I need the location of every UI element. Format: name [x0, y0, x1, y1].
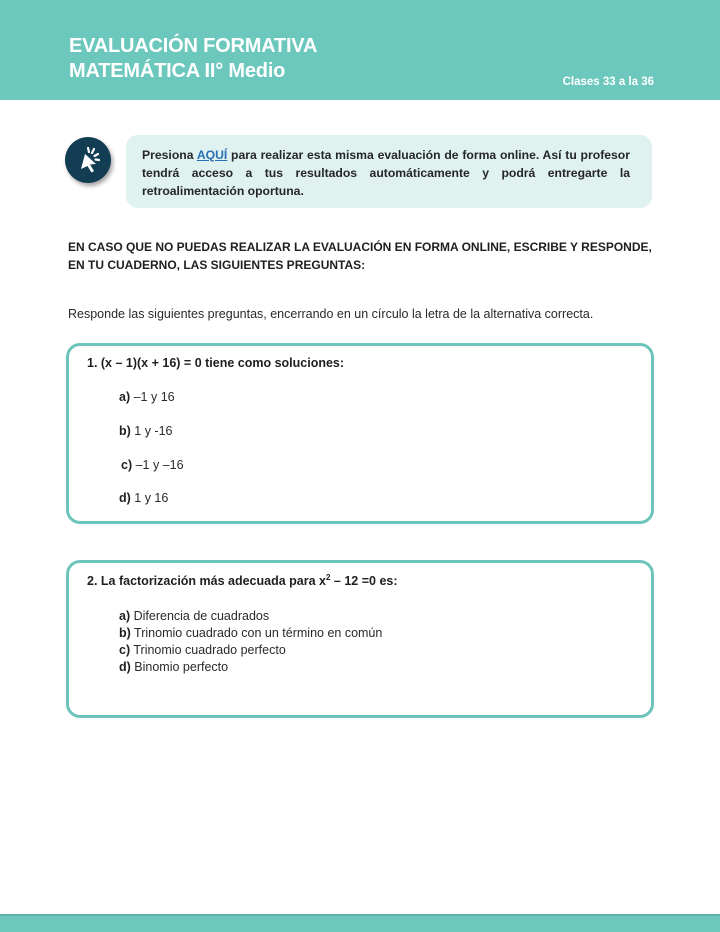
option-letter: b) — [119, 626, 131, 640]
general-instruction: Responde las siguientes preguntas, encerrando en un círculo la letra de la alternativa correcta. — [68, 307, 594, 321]
notice-text-after: para realizar esta misma evaluación de forma online. Así tu profesor tendrá acceso a tus resultados automáticamente y podrá entregarte la retroalimentación oportuna. — [142, 148, 630, 198]
option-letter: a) — [119, 390, 131, 404]
page-title — [69, 34, 317, 84]
option-text: –1 y 16 — [130, 390, 175, 404]
title-line-1: EVALUACIÓN FORMATIVA — [69, 35, 318, 57]
option-text: Trinomio cuadrado perfecto — [130, 643, 286, 657]
option-letter: a) — [119, 609, 131, 623]
question-card-1 — [66, 343, 654, 524]
option-c[interactable] — [119, 643, 286, 657]
option-text: 1 y -16 — [130, 424, 173, 438]
option-d[interactable] — [119, 660, 228, 674]
cursor-click-icon[interactable] — [65, 137, 111, 183]
title-text: – 12 =0 es: — [330, 574, 398, 589]
option-text: Trinomio cuadrado con un término en común — [130, 626, 383, 640]
option-letter: d) — [119, 660, 131, 674]
option-letter: b) — [119, 424, 131, 438]
question-card-2 — [66, 560, 654, 718]
option-text: Binomio perfecto — [130, 660, 229, 674]
online-evaluation-link[interactable]: AQUÍ — [196, 148, 228, 162]
option-a[interactable] — [119, 390, 175, 404]
option-text: –1 y –16 — [132, 458, 184, 472]
title-line-2: MATEMÁTICA II° Medio — [69, 60, 286, 82]
option-letter: c) — [121, 458, 133, 472]
notice-text-before: Presiona — [142, 148, 197, 162]
option-b[interactable] — [119, 626, 382, 640]
option-d[interactable] — [119, 491, 168, 505]
footer-band — [0, 914, 720, 932]
title-text: 2. La factorización más adecuada para x — [87, 574, 326, 589]
exponent: 2 — [326, 573, 331, 582]
question-title: 1. (x – 1)(x + 16) = 0 tiene como soluciones: — [87, 356, 345, 370]
option-b[interactable] — [119, 424, 173, 438]
option-text: Diferencia de cuadrados — [130, 609, 270, 623]
option-letter: d) — [119, 491, 131, 505]
online-notice — [126, 135, 652, 208]
option-text: 1 y 16 — [130, 491, 169, 505]
question-title — [87, 573, 398, 588]
classes-label: Clases 33 a la 36 — [562, 76, 654, 88]
offline-instruction: EN CASO QUE NO PUEDAS REALIZAR LA EVALUACIÓN EN FORMA ONLINE, ESCRIBE Y RESPONDE, EN TU CUADERNO, LAS SIGUIENTES PREGUNTAS: — [68, 240, 652, 272]
option-letter: c) — [119, 643, 131, 657]
header-band — [0, 0, 720, 100]
option-c[interactable] — [121, 458, 184, 472]
option-a[interactable] — [119, 609, 269, 623]
